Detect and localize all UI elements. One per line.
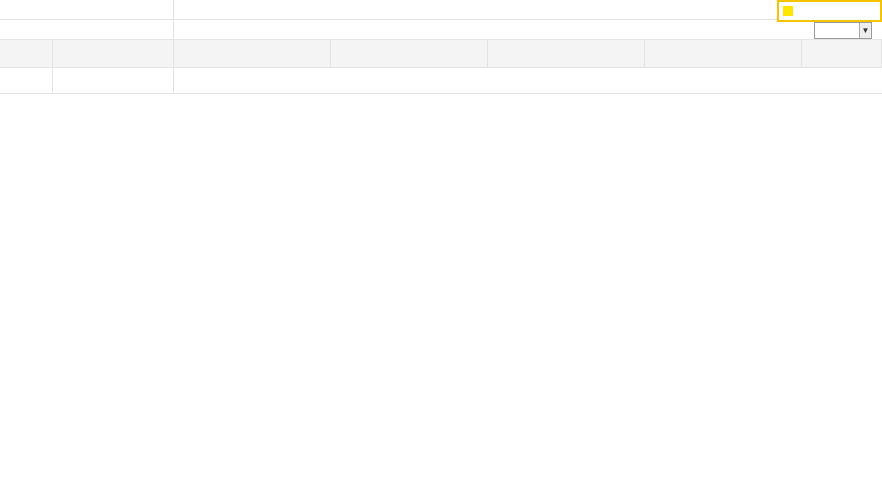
- period-select[interactable]: [814, 22, 872, 39]
- hit-rate-label: [0, 20, 174, 39]
- col-accuracy: [802, 40, 882, 67]
- latest-label: [0, 68, 53, 93]
- watermark-logo-icon: [783, 6, 793, 16]
- col-group-kill: [645, 40, 802, 67]
- column-header-row: [0, 40, 882, 68]
- col-draw: [53, 40, 174, 67]
- latest-date: [53, 68, 174, 93]
- hit-rate-row: [0, 20, 882, 40]
- expert-header-row: [0, 0, 882, 20]
- col-direct-hundreds: [174, 40, 331, 67]
- team-label: [0, 0, 174, 19]
- site-watermark: [777, 0, 882, 22]
- col-period: [0, 40, 53, 67]
- chevron-down-icon: ▼: [859, 23, 871, 38]
- col-direct-tens: [331, 40, 488, 67]
- col-direct-units: [488, 40, 645, 67]
- latest-prediction-row: [0, 68, 882, 94]
